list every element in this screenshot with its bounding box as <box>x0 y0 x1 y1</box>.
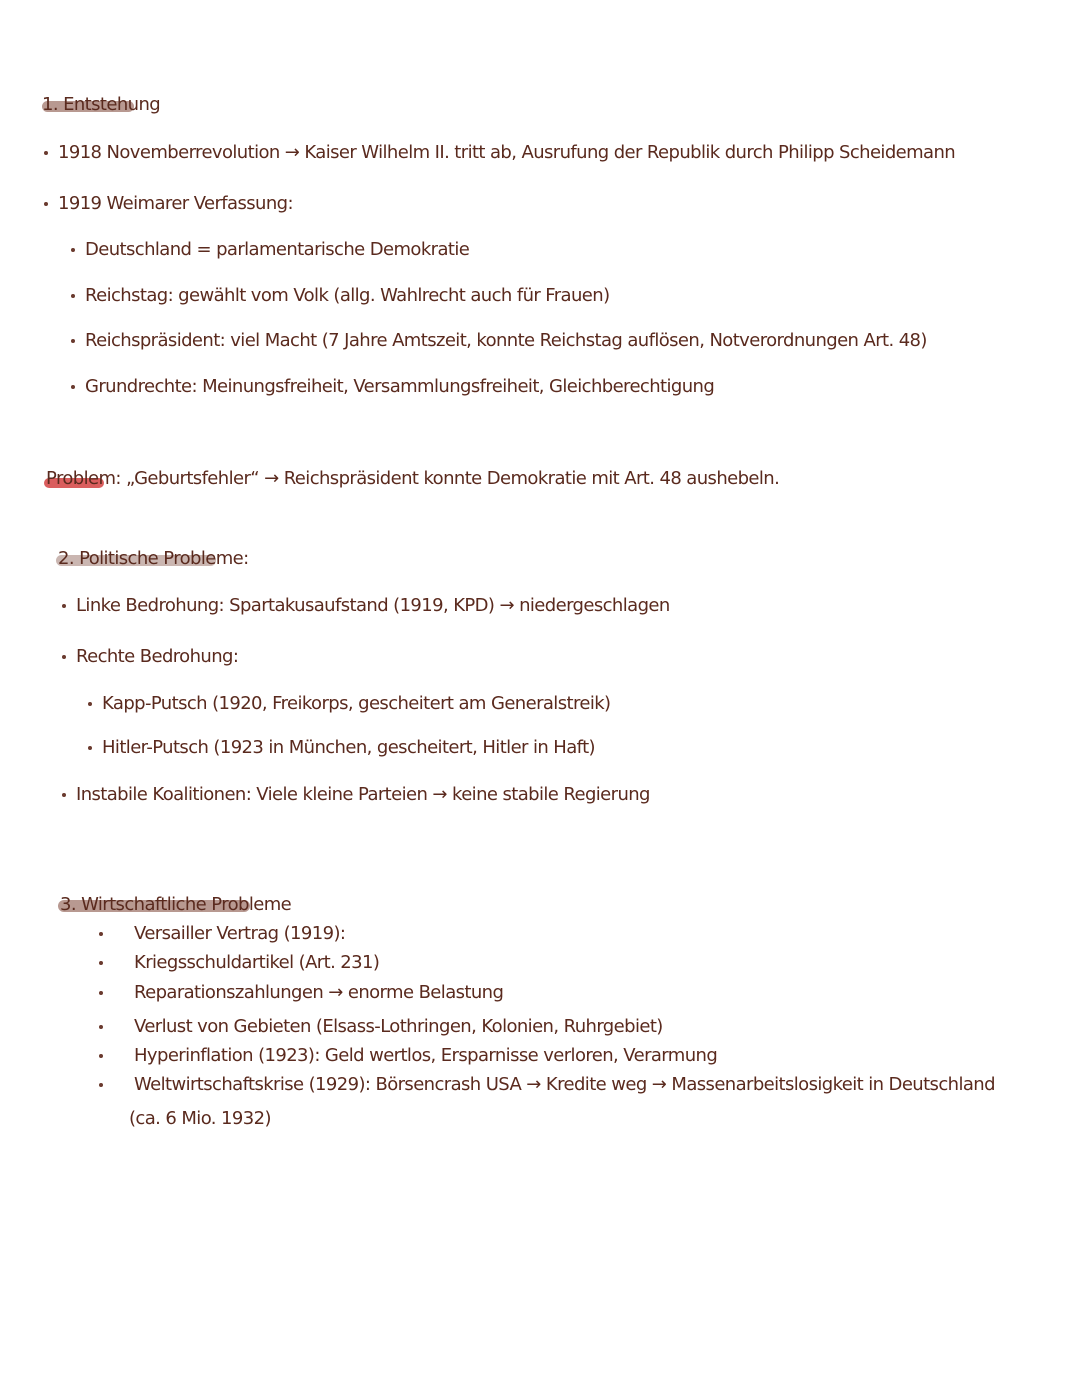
list-item: Rechte Bedrohung: <box>76 646 239 667</box>
sub-list-item: Kapp-Putsch (1920, Freikorps, gescheitert am Generalstreik) <box>102 693 611 714</box>
section1-heading: 1. Entstehung <box>42 94 161 115</box>
bullet-icon <box>44 202 48 206</box>
section3-heading: 3. Wirtschaftliche Probleme <box>60 894 292 915</box>
list-item: 1919 Weimarer Verfassung: <box>58 193 293 214</box>
bullet-icon <box>99 1054 103 1058</box>
sub-list-item: Reichspräsident: viel Macht (7 Jahre Amtszeit, konnte Reichstag auflösen, Notverordnungen Art. 48) <box>85 330 927 351</box>
list-item: Reparationszahlungen → enorme Belastung <box>134 982 504 1003</box>
bullet-icon <box>62 655 66 659</box>
list-item: 1918 Novemberrevolution → Kaiser Wilhelm II. tritt ab, Ausrufung der Republik durch Philipp Scheidemann <box>58 142 956 163</box>
list-item: Linke Bedrohung: Spartakusaufstand (1919, KPD) → niedergeschlagen <box>76 595 670 616</box>
bullet-icon <box>99 991 103 995</box>
section2-heading: 2. Politische Probleme: <box>58 548 249 569</box>
bullet-icon <box>88 702 92 706</box>
problem-line <box>46 467 779 491</box>
list-item: Weltwirtschaftskrise (1929): Börsencrash USA → Kredite weg → Massenarbeitslosigkeit in Deutschland <box>134 1074 995 1095</box>
bullet-icon <box>62 793 66 797</box>
sub-list-item: Reichstag: gewählt vom Volk (allg. Wahlrecht auch für Frauen) <box>85 285 610 306</box>
problem-text: : „Geburtsfehler“ → Reichspräsident konnte Demokratie mit Art. 48 aushebeln. <box>115 468 780 489</box>
sub-list-item: Hitler-Putsch (1923 in München, gescheitert, Hitler in Haft) <box>102 737 595 758</box>
bullet-icon <box>99 932 103 936</box>
bullet-icon <box>99 961 103 965</box>
bullet-icon <box>99 1083 103 1087</box>
bullet-icon <box>71 248 75 252</box>
bullet-icon <box>99 1025 103 1029</box>
list-item: Versailler Vertrag (1919): <box>134 923 346 944</box>
bullet-icon <box>44 151 48 155</box>
list-item: Kriegsschuldartikel (Art. 231) <box>134 952 380 973</box>
list-item: Hyperinflation (1923): Geld wertlos, Ersparnisse verloren, Verarmung <box>134 1045 718 1066</box>
sub-list-item: Grundrechte: Meinungsfreiheit, Versammlungsfreiheit, Gleichberechtigung <box>85 376 715 397</box>
bullet-icon <box>71 339 75 343</box>
problem-label: Problem <box>46 468 116 489</box>
continuation-text: (ca. 6 Mio. 1932) <box>129 1108 271 1129</box>
sub-list-item: Deutschland = parlamentarische Demokratie <box>85 239 470 260</box>
list-item: Instabile Koalitionen: Viele kleine Parteien → keine stabile Regierung <box>76 784 650 805</box>
list-item: Verlust von Gebieten (Elsass-Lothringen, Kolonien, Ruhrgebiet) <box>134 1016 663 1037</box>
bullet-icon <box>71 294 75 298</box>
bullet-icon <box>88 746 92 750</box>
bullet-icon <box>62 604 66 608</box>
bullet-icon <box>71 385 75 389</box>
